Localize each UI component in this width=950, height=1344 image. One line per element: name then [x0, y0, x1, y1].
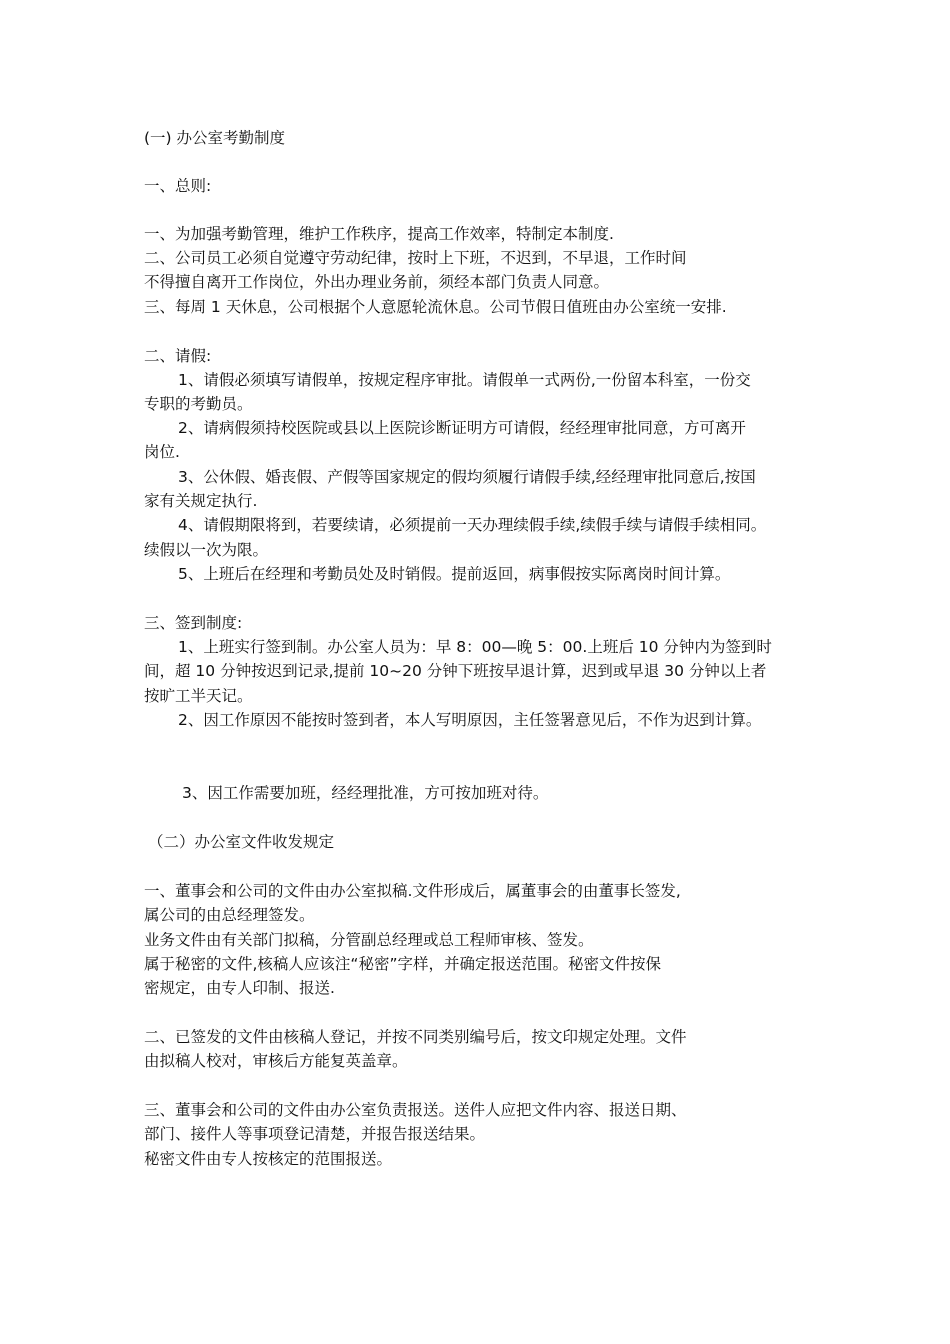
general-line: 二、公司员工必须自觉遵守劳动纪律，按时上下班，不迟到，不早退，工作时间	[144, 249, 687, 267]
leave-line: 1、请假必须填写请假单，按规定程序审批。请假单一式两份,一份留本科室，一份交	[178, 371, 751, 389]
section1-title: (一) 办公室考勤制度	[144, 129, 286, 147]
general-line: 三、每周 1 天休息，公司根据个人意愿轮流休息。公司节假日值班由办公室统一安排.	[144, 298, 727, 316]
section2-line: 秘密文件由专人按核定的范围报送。	[144, 1150, 393, 1168]
signin-line: 1、上班实行签到制。办公室人员为：早 8：00—晚 5：00.上班后 10 分钟内为签到时	[178, 638, 772, 656]
section2-line: 属于秘密的文件,核稿人应该注“秘密”字样，并确定报送范围。秘密文件按保	[144, 955, 661, 973]
leave-line: 4、请假期限将到，若要续请，必须提前一天办理续假手续,续假手续与请假手续相同。	[178, 516, 767, 534]
general-line: 不得擅自离开工作岗位，外出办理业务前，须经本部门负责人同意。	[144, 273, 610, 291]
signin-line: 3、因工作需要加班，经经理批准，方可按加班对待。	[182, 784, 549, 802]
general-heading: 一、总则:	[144, 177, 212, 195]
leave-line: 3、公休假、婚丧假、产假等国家规定的假均须履行请假手续,经经理审批同意后,按国	[178, 468, 756, 486]
signin-line: 2、因工作原因不能按时签到者，本人写明原因，主任签署意见后，不作为迟到计算。	[178, 711, 762, 729]
section2-line: 部门、接件人等事项登记清楚，并报告报送结果。	[144, 1125, 486, 1143]
section2-line: 一、董事会和公司的文件由办公室拟稿.文件形成后，属董事会的由董事长签发,	[144, 882, 681, 900]
leave-line: 2、请病假须持校医院或县以上医院诊断证明方可请假，经经理审批同意，方可离开	[178, 419, 746, 437]
general-line: 一、为加强考勤管理，维护工作秩序，提高工作效率，特制定本制度.	[144, 225, 614, 243]
leave-line: 续假以一次为限。	[144, 541, 269, 559]
leave-line: 5、上班后在经理和考勤员处及时销假。提前返回，病事假按实际离岗时间计算。	[178, 565, 731, 583]
signin-heading: 三、签到制度:	[144, 614, 243, 632]
section2-line: 密规定，由专人印制、报送.	[144, 979, 335, 997]
section2-line: 属公司的由总经理签发。	[144, 906, 315, 924]
section2-line: 三、董事会和公司的文件由办公室负责报送。送件人应把文件内容、报送日期、	[144, 1101, 687, 1119]
leave-line: 家有关规定执行.	[144, 492, 258, 510]
signin-line: 按旷工半天记。	[144, 687, 253, 705]
leave-line: 岗位.	[144, 443, 180, 461]
section2-title: （二）办公室文件收发规定	[148, 833, 335, 851]
leave-heading: 二、请假:	[144, 347, 212, 365]
signin-line: 间，超 10 分钟按迟到记录,提前 10~20 分钟下班按早退计算，迟到或早退 30 分钟以上者	[144, 662, 767, 680]
section2-line: 业务文件由有关部门拟稿，分管副总经理或总工程师审核、签发。	[144, 931, 594, 949]
section2-line: 由拟稿人校对，审核后方能复英盖章。	[144, 1052, 408, 1070]
section2-line: 二、已签发的文件由核稿人登记，并按不同类别编号后，按文印规定处理。文件	[144, 1028, 687, 1046]
leave-line: 专职的考勤员。	[144, 395, 253, 413]
